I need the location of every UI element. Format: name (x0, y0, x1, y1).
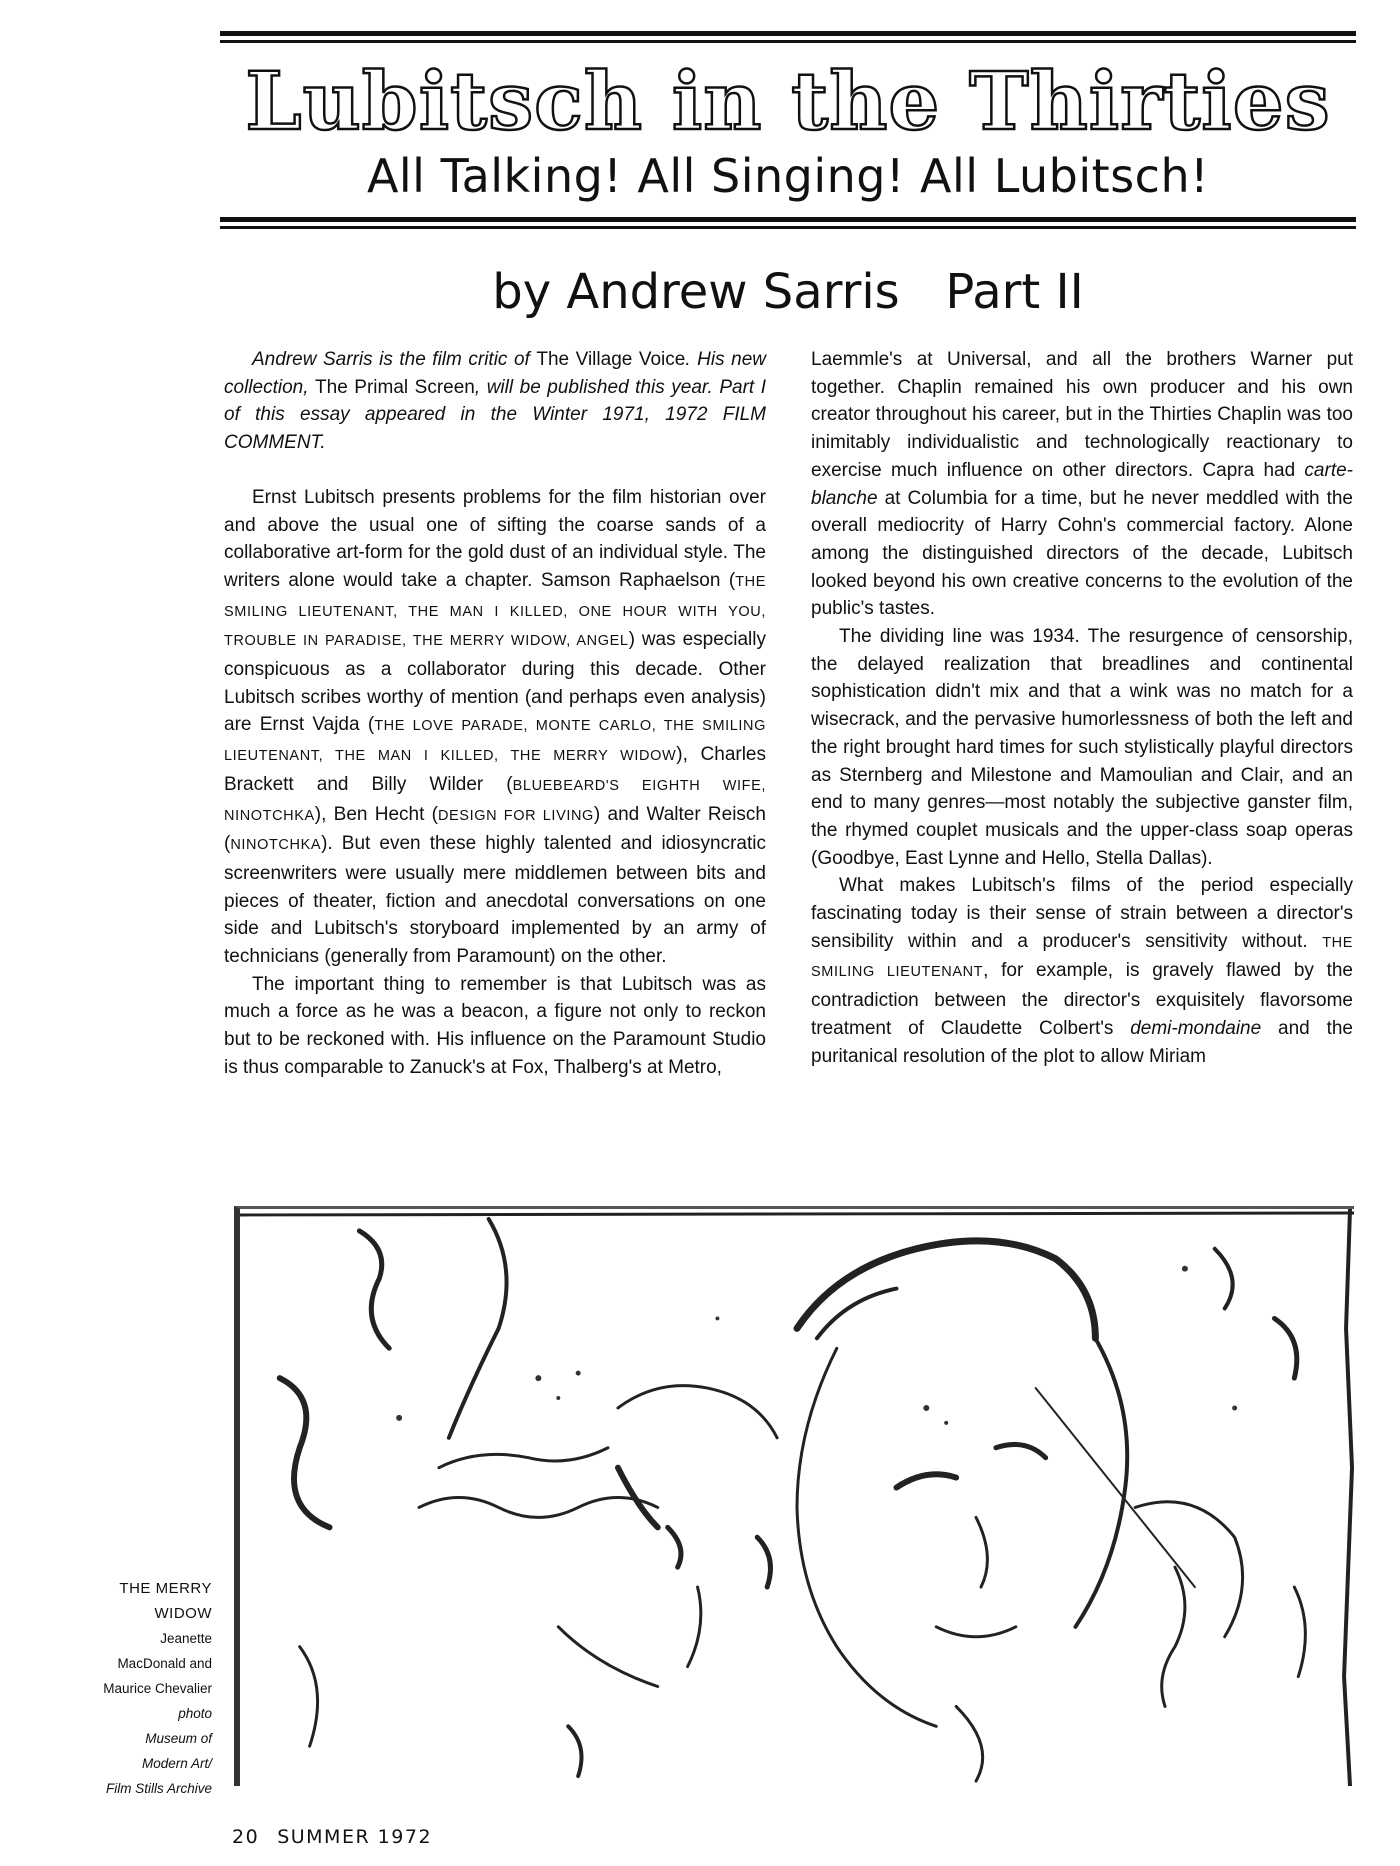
paragraph-2-continued: Laemmle's at Universal, and all the brothers Warner put together. Chaplin remained his own producer and his own creator throughout his career, but in the Thirties Chaplin was too inimitably individualistic and technologically reactionary to exercise much influence on other directors. Capra had carte-blanche at Columbia for a time, but he never meddled with the overall mediocrity of Harry Cohn's commercial factory. Alone among the distinguished directors of the decade, Lubitsch looked beyond his own creative concerns to the evolution of the public's tastes. (811, 349, 1353, 620)
top-rule-thin (220, 40, 1356, 43)
bottom-rule-thin (220, 226, 1356, 229)
issue-date: SUMMER 1972 (277, 1826, 433, 1848)
column-right (811, 346, 1353, 1070)
caption-cast: MacDonald and (117, 1656, 212, 1671)
film-still-photo (234, 1206, 1354, 1786)
page-footer (232, 1826, 450, 1848)
bottom-rule (220, 217, 1356, 222)
paragraph-3: The dividing line was 1934. The resurgence of censorship, the delayed realization that breadlines and continental sophistication didn't mix and that a wink was no match for a wisecrack, and the pervasive humorlessness of both the left and the right brought hard times for such stylistically playful directors as Sternberg and Milestone and Mamoulian and Clair, and an end to many genres—most notably the subjective ganster film, the rhymed couplet musicals and the upper-class soap operas (Goodbye, East Lynne and Hello, Stella Dallas). (811, 626, 1353, 869)
caption-film-title: WIDOW (154, 1605, 212, 1622)
column-left (224, 346, 766, 1082)
article-subtitle: All Talking! All Singing! All Lubitsch! (366, 149, 1210, 203)
paragraph-1: Ernst Lubitsch presents problems for the film historian over and above the usual one of sifting the coarse sands of a collaborative art-form for the gold dust of an individual style. The writers alone would take a chapter. Samson Raphaelson (THE SMILING LIEUTENANT, THE MAN I KILLED, ONE HOUR WITH YOU, TROUBLE IN PARADISE, THE MERRY WIDOW, ANGEL) was especially conspicuous as a collaborator during this decade. Other Lubitsch scribes worthy of mention (and perhaps even analysis) are Ernst Vajda (THE LOVE PARADE, MONTE CARLO, THE SMILING LIEUTENANT, THE MAN I KILLED, THE MERRY WIDOW), Charles Brackett and Billy Wilder (BLUEBEARD'S EIGHTH WIFE, NINOTCHKA), Ben Hecht (DESIGN FOR LIVING) and Walter Reisch (NINOTCHKA). But even these highly talented and idiosyncratic screenwriters were usually mere middlemen between bits and pieces of theater, fiction and anecdotal conversations on one side and Lubitsch's storyboard implemented by an army of technicians (generally from Paramount) on the other. (224, 486, 767, 968)
paragraph-4: What makes Lubitsch's films of the period especially fascinating today is their sense of strain between a director's sensibility within and a producer's sensitivity without. THE SMILING LIEUTENANT, for example, is gravely flawed by the contradiction between the director's exquisitely flavorsome treatment of Claudette Colbert's demi-mondaine and the puritanical resolution of the plot to allow Miriam (811, 875, 1354, 1067)
paragraph-2: The important thing to remember is that Lubitsch was as much a force as he was a beacon, a figure not only to reckon but to be reckoned with. His influence on the Paramount Studio is thus comparable to Zanuck's at Fox, Thalberg's at Metro, (224, 973, 766, 1078)
byline: by Andrew Sarris Part II (492, 264, 1084, 320)
caption-credit: Film Stills Archive (105, 1781, 212, 1796)
film-still-image (240, 1209, 1354, 1786)
photo-caption (40, 1576, 212, 1801)
top-rule (220, 31, 1356, 36)
caption-cast: Jeanette (160, 1631, 212, 1646)
caption-film-title: THE MERRY (119, 1580, 212, 1597)
caption-cast: Maurice Chevalier (103, 1681, 212, 1696)
caption-credit: photo (178, 1706, 212, 1721)
caption-credit: Museum of (145, 1731, 212, 1746)
caption-credit: Modern Art/ (141, 1756, 212, 1771)
page-number: 20 (232, 1826, 260, 1848)
author-note: Andrew Sarris is the film critic of The Village Voice. His new collection, The Primal Screen, will be published this year. Part I of this essay appeared in the Winter 1971, 1972 FILM COMMENT. (224, 349, 766, 454)
article-title: Lubitsch in the Thirties (245, 54, 1331, 148)
